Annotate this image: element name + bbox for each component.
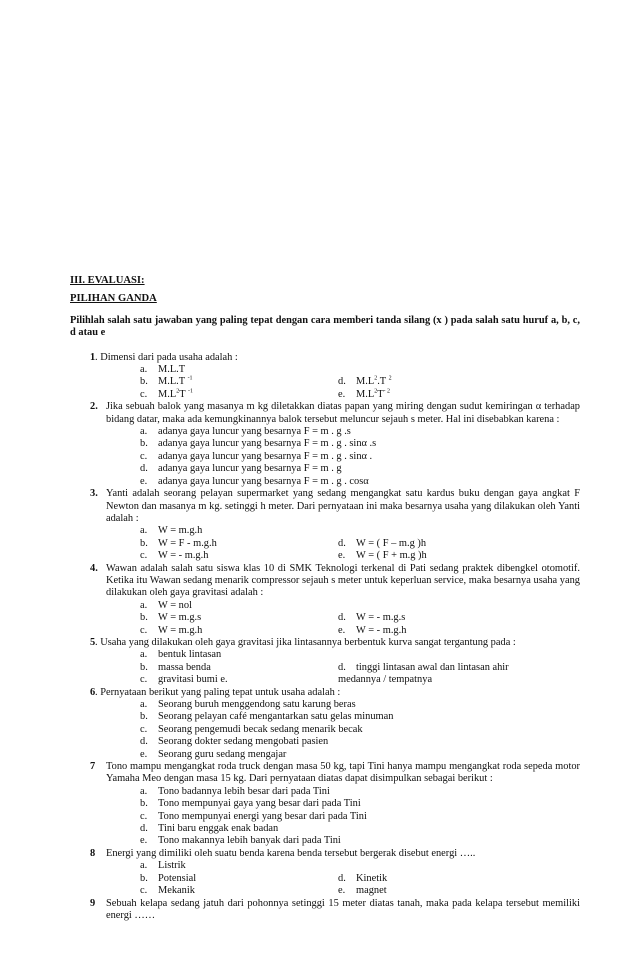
option-e: medannya / tempatnya — [338, 674, 433, 686]
option-b: b. Tono mempunyai gaya yang besar dari pada Tini — [140, 798, 361, 810]
option-b: b. W = F - m.g.h — [140, 537, 217, 549]
option-a: a. Listrik — [140, 860, 186, 872]
option-d: d. Kinetik — [338, 872, 388, 884]
option-c: c. gravitasi bumi e. — [140, 674, 228, 686]
question-number: 2. — [90, 401, 98, 413]
question-1 — [70, 352, 580, 364]
option-e: e. adanya gaya luncur yang besarnya F = m . g . cosα — [140, 475, 369, 487]
options — [140, 364, 580, 401]
question-5 — [70, 637, 580, 649]
option-a: a. adanya gaya luncur yang besarnya F = m . g .s — [140, 426, 351, 438]
option-d: d. $M.L^2.T$ $^2$ — [338, 375, 392, 388]
option-a: a. W = m.g.h — [140, 525, 203, 537]
option-b: b. M.L.T $^{-1}$ — [140, 375, 193, 388]
option-c: c. $M.L^2T$ $^{-1}$ — [140, 388, 193, 400]
question-text: . Pernyataan berikut yang paling tepat untuk usaha adalah : — [95, 686, 341, 698]
question-number: 6 — [90, 686, 96, 698]
question-number: 3. — [90, 488, 98, 500]
option-d: d. Tini baru enggak enak badan — [140, 823, 279, 835]
option-e: e. W = ( F + m.g )h — [338, 550, 427, 562]
question-text: Energi yang dimiliki oleh suatu benda karena benda tersebut bergerak disebut energi ….. — [106, 847, 476, 859]
option-e: e. W = - m.g.h — [338, 624, 407, 636]
option-d: d. adanya gaya luncur yang besarnya F = m . g — [140, 463, 342, 475]
question-number: 1 — [90, 351, 96, 363]
option-e: e. $M.L^2T^{- 2}$ — [338, 388, 391, 400]
question-text: Wawan adalah salah satu siswa klas 10 di SMK Teknologi terkenal di Pati sedang praktek dibengkel otomotif. Ketika itu Wawan sedang menarik compressor sejauh s meter untuk keperluan service, maka besarnya usaha yang dilakukan oleh gaya gravitasi adalah : — [106, 562, 580, 599]
question-number: 5 — [90, 636, 96, 648]
option-e: e. magnet — [338, 885, 387, 897]
option-b: b. W = m.g.s — [140, 612, 202, 624]
option-a: a. bentuk lintasan — [140, 649, 222, 661]
option-d: d. tinggi lintasan awal dan lintasan ahir — [338, 661, 509, 673]
question-9 — [70, 898, 580, 923]
option-d: d. Seorang dokter sedang mengobati pasien — [140, 736, 329, 748]
option-b: b. massa benda — [140, 661, 211, 673]
question-2 — [70, 401, 580, 426]
option-b: b. Seorang pelayan café mengantarkan satu gelas minuman — [140, 711, 394, 723]
question-7 — [70, 761, 580, 786]
option-c: c. Seorang pengemudi becak sedang menarik becak — [140, 723, 363, 735]
options — [140, 426, 580, 488]
question-number: 7 — [90, 761, 96, 773]
question-text: Tono mampu mengangkat roda truck dengan masa 50 kg, tapi Tini hanya mampu mengangkat roda sepeda motor Yamaha Meo dengan masa 15 kg. Dari pernyataan diatas dapat disimpulkan sebagai berikut : — [106, 761, 580, 785]
question-text: . Dimensi dari pada usaha adalah : — [95, 351, 238, 363]
question-6 — [70, 687, 580, 699]
question-8 — [70, 848, 580, 860]
question-3 — [70, 488, 580, 525]
question-number: 4. — [90, 562, 98, 574]
question-text: Jika sebuah balok yang masanya m kg diletakkan diatas papan yang miring dengan sudut kemiringan α terhadap bidang datar, maka ada kemungkinannya balok tersebut meluncur sejauh s meter. Hal ini disebabkan karena : — [106, 401, 580, 425]
options — [140, 600, 580, 637]
option-a: a. W = nol — [140, 599, 192, 611]
option-e: e. Seorang guru sedang mengajar — [140, 748, 287, 760]
option-d: d. W = - m.g.s — [338, 612, 406, 624]
question-text: . Usaha yang dilakukan oleh gaya gravitasi jika lintasannya berbentuk kurva sangat tergantung pada : — [95, 636, 516, 648]
options — [140, 786, 580, 848]
option-c: c. W = m.g.h — [140, 624, 203, 636]
option-b: b. adanya gaya luncur yang besarnya F = m . g . sinα .s — [140, 438, 377, 450]
option-c: c. W = - m.g.h — [140, 550, 209, 562]
option-d: d. W = ( F – m.g )h — [338, 537, 427, 549]
option-c: c. Tono mempunyai energi yang besar dari pada Tini — [140, 810, 367, 822]
option-b: b. Potensial — [140, 872, 197, 884]
option-a: a. Tono badannya lebih besar dari pada Tini — [140, 785, 330, 797]
question-number: 9 — [90, 897, 96, 909]
question-text: Sebuah kelapa sedang jatuh dari pohonnya setinggi 15 meter diatas tanah, maka pada kelapa tersebut memiliki energi …… — [106, 897, 580, 921]
section-title: III. EVALUASI: — [70, 275, 145, 286]
question-text: Yanti adalah seorang pelayan supermarket yang sedang mengangkat satu kardus buku dengan gaya angkat F Newton dan masanya m kg. setinggi h meter. Dari pernyataan ini maka besarnya usaha yang dilakukan oleh Yanti adalah : — [106, 488, 580, 524]
option-e: e. Tono makannya lebih banyak dari pada Tini — [140, 835, 341, 847]
evaluation-section — [70, 275, 580, 922]
options — [140, 699, 580, 761]
options — [140, 860, 580, 897]
instruction: Pilihlah salah satu jawaban yang paling tepat dengan cara memberi tanda silang (x ) pada salah satu huruf a, b, c, d atau e — [70, 314, 580, 339]
options — [140, 649, 580, 686]
question-4 — [70, 563, 580, 600]
options — [140, 525, 580, 562]
question-number: 8 — [90, 847, 96, 859]
option-a: a. M.L.T — [140, 364, 186, 376]
option-c: c. adanya gaya luncur yang besarnya F = m . g . sinα . — [140, 450, 373, 462]
option-a: a. Seorang buruh menggendong satu karung beras — [140, 699, 356, 710]
option-c: c. Mekanik — [140, 885, 195, 897]
subtitle: PILIHAN GANDA — [70, 293, 157, 305]
